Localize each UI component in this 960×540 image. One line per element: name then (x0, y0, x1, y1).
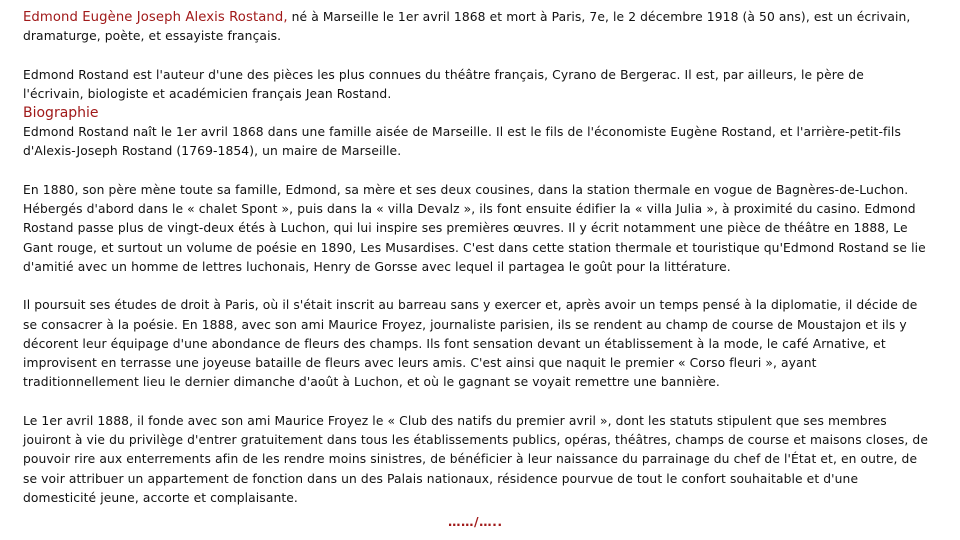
paragraph-studies: Il poursuit ses études de droit à Paris, où il s'était inscrit au barreau sans y exercer et, après avoir un temps pensé à la diplomatie, il décide de se consacrer à la poésie. En 1888, avec son ami Maurice Froyez, journaliste parisien, ils se rendent au champ de course de Moustajon et ils y décorent leur équipage d'une abondance de fleurs des champs. Ils font sensation devant un établissement à la mode, le café Arnative, et improvisent en terrasse une joyeuse bataille de fleurs avec leurs amis. C'est ainsi que naquit le premier « Corso fleuri », ayant traditionnellement lieu le dernier dimanche d'août à Luchon, et où le gagnant se voyait remettre une bannière. (23, 298, 918, 390)
intro-paragraph (23, 8, 928, 47)
paragraph-luchon: En 1880, son père mène toute sa famille, Edmond, sa mère et ses deux cousines, dans la station thermale en vogue de Bagnères-de-Luchon. Hébergés d'abord dans le « chalet Spont », puis dans la « villa Devalz », ils font ensuite édifier la « villa Julia », à proximité du casino. Edmond Rostand passe plus de vingt-deux étés à Luchon, qui lui inspire ses premières œuvres. Il y écrit notamment une pièce de théâtre en 1888, Le Gant rouge, et surtout un volume de poésie en 1890, Les Musardises. C'est dans cette station thermale et touristique qu'Edmond Rostand se lie d'amitié avec un homme de lettres luchonais, Henry de Gorsse avec lequel il partagea le goût pour la littérature. (23, 182, 926, 274)
paragraph-birth: Edmond Rostand naît le 1er avril 1868 dans une famille aisée de Marseille. Il est le fils de l'économiste Eugène Rostand, et l'arrière-petit-fils d'Alexis-Joseph Rostand (1769-1854), un maire de Marseille. (23, 125, 901, 159)
paragraph-legacy: Edmond Rostand est l'auteur d'une des pièces les plus connues du théâtre français, Cyrano de Bergerac. Il est, par ailleurs, le père de l'écrivain, biologiste et académicien français Jean Rostand. (23, 67, 864, 101)
subject-name: Edmond Eugène Joseph Alexis Rostand, (23, 10, 288, 25)
document-body (23, 8, 928, 508)
paragraph-spacer (23, 47, 928, 66)
paragraph-club: Le 1er avril 1888, il fonde avec son ami Maurice Froyez le « Club des natifs du premier avril », dont les statuts stipulent que ses membres jouiront à vie du privilège d'entrer gratuitement dans tous les établissements publics, opéras, théâtres, champs de course et maisons closes, de pouvoir rire aux enterrements afin de les rendre moins sinistres, de bénéficier à leur naissance du parrainage du chef de l'État et, en outre, de se voir attribuer un appartement de fonction dans un des Palais nationaux, résidence pourvue de tout le confort souhaitable et d'une domesticité jeune, accorte et complaisante. (23, 413, 928, 505)
paragraph-spacer (23, 393, 928, 412)
section-heading-biographie: Biographie (23, 105, 99, 122)
intro-text: né à Marseille le 1er avril 1868 et mort à Paris, 7e, le 2 décembre 1918 (à 50 ans), est un écrivain, dramaturge, poète, et essayiste français. (23, 10, 911, 44)
continuation-mark: ……/….. (448, 514, 503, 529)
paragraph-spacer (23, 162, 928, 181)
paragraph-spacer (23, 277, 928, 296)
